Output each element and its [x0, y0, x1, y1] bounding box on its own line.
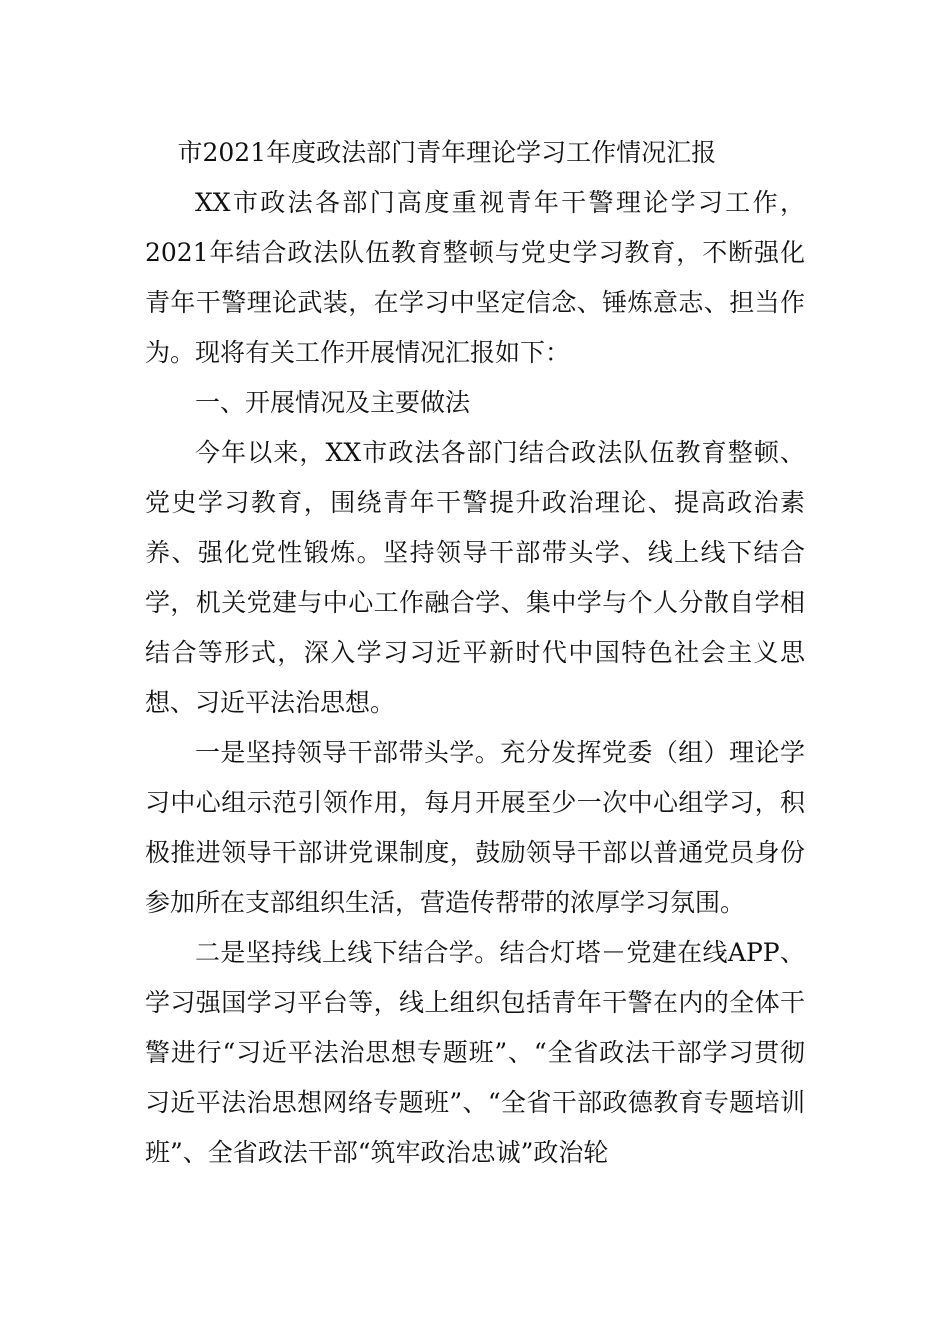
section-heading: 一、开展情况及主要做法: [195, 388, 471, 417]
paragraph-intro: XX市政法各部门高度重视青年干警理论学习工作，2021年结合政法队伍教育整顿与党史学习教育，不断强化青年干警理论武装，在学习中坚定信念、锤炼意志、担当作为。现将有关工作开展情况汇报如下：: [145, 188, 805, 367]
paragraph-point-one: 一是坚持领导干部带头学。充分发挥党委（组）理论学习中心组示范引领作用，每月开展至少一次中心组学习，积极推进领导干部讲党课制度，鼓励领导干部以普通党员身份参加所在支部组织生活，营造传帮带的浓厚学习氛围。: [145, 738, 805, 917]
document-title: 市2021年度政法部门青年理论学习工作情况汇报: [177, 138, 717, 167]
document-body: [145, 128, 805, 1178]
paragraph-point-two: 二是坚持线上线下结合学。结合灯塔－党建在线APP、学习强国学习平台等，线上组织包括青年干警在内的全体干警进行“习近平法治思想专题班”、“全省政法干部学习贯彻习近平法治思想网络专题班”、“全省干部政德教育专题培训班”、全省政法干部“筑牢政治忠诚”政治轮: [145, 938, 805, 1167]
paragraph-overview: 今年以来，XX市政法各部门结合政法队伍教育整顿、党史学习教育，围绕青年干警提升政治理论、提高政治素养、强化党性锻炼。坚持领导干部带头学、线上线下结合学，机关党建与中心工作融合学、集中学与个人分散自学相结合等形式，深入学习习近平新时代中国特色社会主义思想、习近平法治思想。: [145, 438, 805, 717]
